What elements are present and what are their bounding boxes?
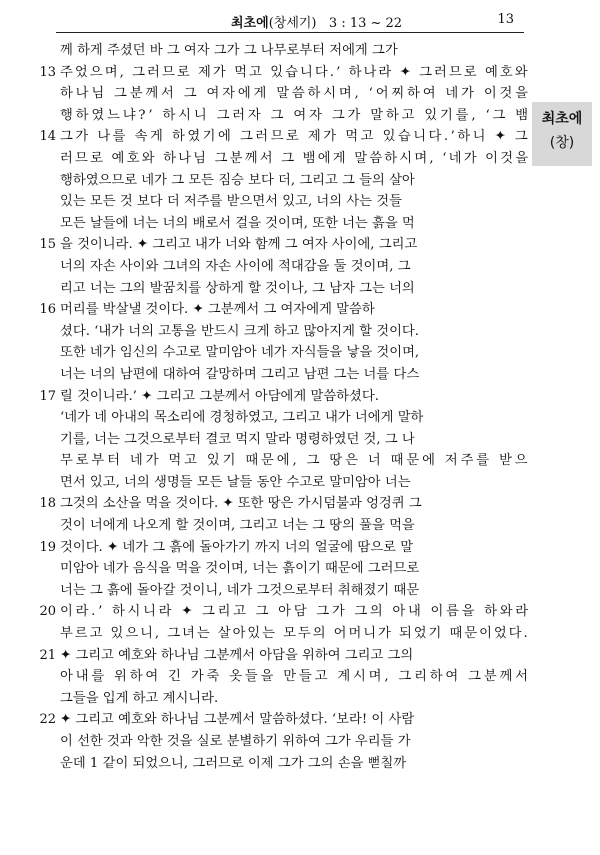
text-line: [39, 601, 531, 623]
verse-number-label: 21: [39, 647, 56, 663]
line-text: 너는 그 흙에 돌아갈 것이니, 네가 그것으로부터 취해졌기 때문: [60, 582, 420, 598]
line-text: 있는 모든 것 보다 더 저주를 받으면서 있고, 너의 사는 것들: [60, 194, 402, 210]
line-text: ‘네가 네 아내의 목소리에 경청하였고, 그리고 내가 너에게 말하: [60, 410, 424, 426]
verse-number-label: 14: [39, 129, 56, 145]
line-text: 것이다. ✦ 네가 그 흙에 돌아가기 까지 너의 얼굴에 땀으로 말: [60, 539, 414, 555]
header-book-name: 최초에: [231, 16, 269, 31]
verse-number-label: 15: [39, 237, 56, 253]
line-text: 하나님 그분께서 그 여자에게 말씀하시며, ‘어찌하여 네가 이것을: [60, 86, 531, 102]
text-line: [60, 688, 530, 710]
verse-number-label: 13: [39, 64, 56, 80]
line-text: 이라.’ 하시니라 ✦ 그리고 그 아담 그가 그의 아내 이름을 하와라: [60, 604, 531, 620]
line-text: 기를, 너는 그것으로부터 결코 먹지 말라 명령하였던 것, 그 나: [60, 431, 415, 447]
text-line: [39, 645, 530, 667]
text-line: [60, 342, 530, 364]
line-text: 그것의 소산을 먹을 것이다. ✦ 또한 땅은 가시덤불과 엉겅퀴 그: [60, 496, 422, 512]
text-line: [60, 83, 530, 105]
line-text: 또한 네가 임신의 수고로 말미암아 네가 자식들을 낳을 것이며,: [60, 345, 420, 361]
verse-number-label: 17: [39, 388, 56, 404]
text-line: [39, 62, 530, 84]
line-text: 모든 날들에 너는 너의 배로서 걸을 것이며, 또한 너는 흙을 먹: [60, 215, 415, 231]
text-line: [60, 256, 530, 278]
header-title: [231, 12, 402, 31]
line-text: 부르고 있으니, 그녀는 살아있는 모두의 어머니가 되었기 때문이었다.: [60, 626, 530, 642]
header-verse-range: 3 : 13 ~ 22: [328, 16, 403, 31]
line-text: 을 것이니라. ✦ 그리고 내가 너와 함께 그 여자 사이에, 그리고: [60, 237, 418, 253]
scripture-text: [39, 40, 531, 774]
text-line: [39, 126, 531, 148]
text-line: [60, 407, 530, 429]
line-text: 리고 너는 그의 발꿈치를 상하게 할 것이나, 그 남자 그는 너의: [60, 280, 415, 296]
text-line: [60, 580, 530, 602]
text-line: [60, 623, 530, 645]
line-text: 무로부터 네가 먹고 있기 때문에, 그 땅은 너 때문에 저주를 받으: [60, 453, 531, 469]
verse-number-label: 16: [39, 302, 56, 318]
text-line: [60, 666, 530, 688]
line-text: 미암아 네가 음식을 먹을 것이며, 너는 흙이기 때문에 그러므로: [60, 561, 420, 577]
text-line: [60, 731, 530, 753]
line-text: 행하였으므로 네가 그 모든 짐승 보다 더, 그리고 그 들의 살아: [60, 172, 415, 188]
line-text: 그들을 입게 하고 계시니라.: [60, 690, 219, 706]
line-text: ✦ 그리고 예호와 하나님 그분께서 아담을 위하여 그리고 그의: [60, 647, 414, 663]
text-line: [60, 105, 530, 127]
verse-number-label: 18: [39, 496, 56, 512]
text-line: [60, 213, 530, 235]
text-line: [60, 191, 530, 213]
book-side-tab: [532, 102, 592, 166]
running-header: [56, 10, 524, 33]
line-text: 너의 자손 사이와 그녀의 자손 사이에 적대감을 둘 것이며, 그: [60, 258, 411, 274]
line-text: 그가 나를 속게 하였기에 그러므로 제가 먹고 있습니다.’하니 ✦ 그: [60, 129, 531, 145]
page-number: 13: [497, 12, 514, 27]
header-book-paren: (창세기): [268, 16, 317, 31]
line-text: ✦ 그리고 예호와 하나님 그분께서 말씀하셨다. ‘보라! 이 사람: [60, 712, 415, 728]
text-line: [39, 537, 530, 559]
text-line: [60, 515, 530, 537]
line-text: 이 선한 것과 악한 것을 실로 분별하기 위하여 그가 우리들 가: [60, 734, 411, 749]
line-text: 아내를 위하여 긴 가죽 옷들을 만들고 계시며, 그리하여 그분께서: [60, 669, 531, 685]
line-text: 주었으며, 그러므로 제가 먹고 있습니다.’ 하나라 ✦ 그러므로 예호와: [60, 64, 530, 80]
text-line: [60, 364, 530, 386]
line-text: 것이 너에게 나오게 할 것이며, 그리고 너는 그 땅의 풀을 먹을: [60, 518, 415, 534]
line-text: 러므로 예호와 하나님 그분께서 그 뱀에게 말씀하시며, ‘네가 이것을: [60, 150, 531, 166]
text-line: [39, 709, 530, 731]
text-line: [60, 321, 530, 343]
line-text: 면서 있고, 너의 생명들 모든 날들 동안 수고로 말미암아 너는: [60, 474, 411, 490]
line-text: 너는 너의 남편에 대하여 갈망하며 그리고 남편 그는 너를 다스: [60, 366, 420, 382]
verse-number-label: 19: [39, 539, 56, 555]
line-text: 께 하게 주셨던 바 그 여자 그가 그 나무로부터 저에게 그가: [60, 43, 398, 58]
text-line: [60, 753, 530, 775]
line-text: 행하였느냐?’ 하시니 그러자 그 여자 그가 말하고 있기를, ‘그 뱀: [60, 107, 531, 123]
text-line: [39, 493, 530, 515]
text-line: [39, 234, 530, 256]
line-text: 머리를 박살낼 것이다. ✦ 그분께서 그 여자에게 말씀하: [60, 302, 375, 318]
line-text: 릴 것이니라.’ ✦ 그리고 그분께서 아담에게 말씀하셨다.: [60, 388, 379, 404]
line-text: 운데 1 같이 되었으니, 그러므로 이제 그가 그의 손을 뻗칠까: [60, 755, 407, 771]
side-tab-title: 최초에: [541, 111, 583, 127]
text-line: [39, 386, 530, 408]
text-line: [60, 429, 530, 451]
text-line: [60, 472, 530, 494]
text-line: [60, 40, 530, 62]
text-line: [60, 148, 530, 170]
text-line: [60, 450, 530, 472]
text-line: [60, 278, 530, 300]
line-text: 셨다. ‘내가 너의 고통을 반드시 크게 하고 많아지게 할 것이다.: [60, 323, 419, 339]
side-tab-sub: (창): [549, 135, 575, 151]
verse-number-label: 22: [39, 712, 56, 728]
text-line: [60, 170, 530, 192]
text-line: [39, 299, 530, 321]
text-line: [60, 558, 530, 580]
verse-number-label: 20: [39, 604, 56, 620]
